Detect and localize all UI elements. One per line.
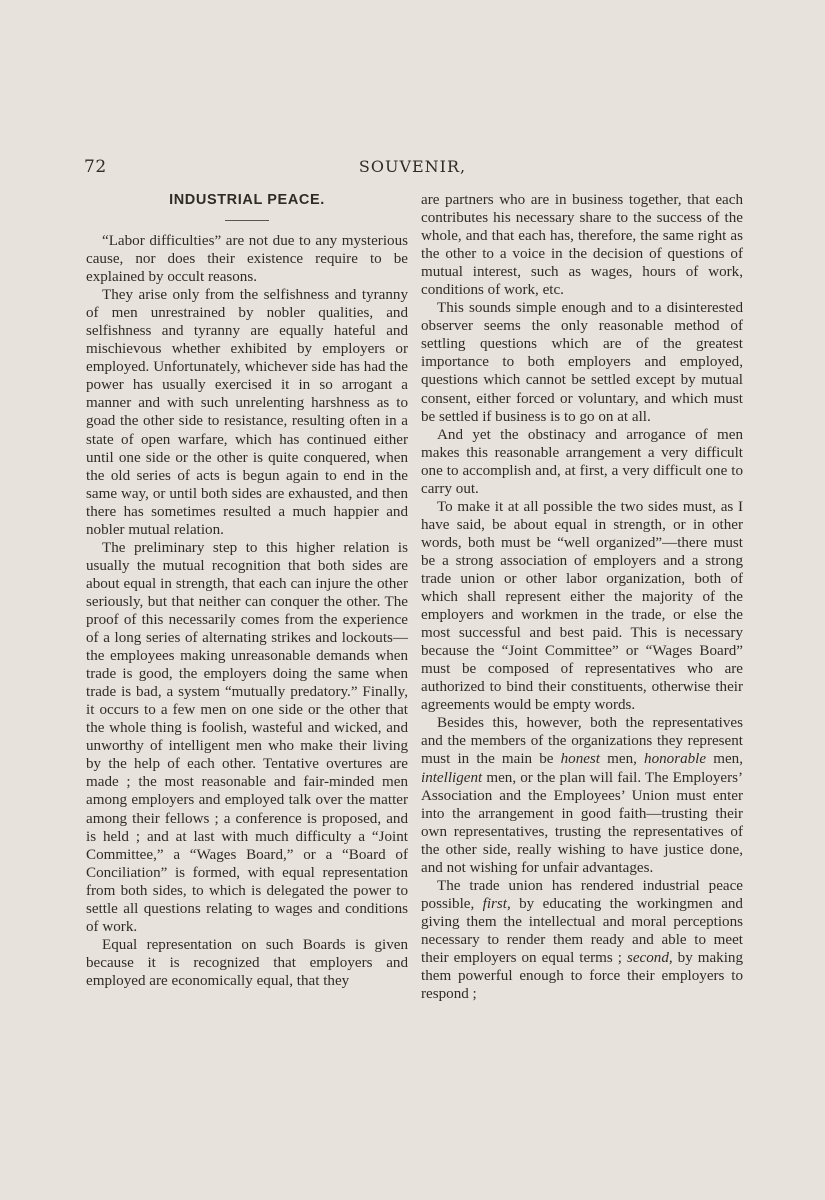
paragraph: [421, 877, 743, 1003]
text-run: Besides this, however, both the representatives and the members of the organizations they represent must in the main be: [421, 715, 743, 768]
title-divider: [225, 220, 269, 221]
paragraph: To make it at all possible the two sides must, as I have said, be about equal in strength, or in other words, both must be “well organized”—there must be a strong association of employers and a strong trade union or other labor organization, both of which shall represent either the majority of the employers and workmen in the trade, or else the most successful and best paid. This is necessary because the “Joint Committee” or “Wages Board” must be composed of representatives who are authorized to bind their constituents, otherwise their agreements would be empty words.: [421, 498, 743, 714]
text-run: men,: [706, 751, 743, 768]
right-column: [421, 191, 743, 1003]
italic-text: second,: [626, 949, 673, 966]
text-run: by making them powerful enough to force their employers to respond ;: [421, 949, 743, 1003]
text-run: by educating the workingmen and giving them the intellectual and moral perceptions necessary to render them ready and able to meet their employers on equal terms ;: [421, 895, 743, 966]
article-title: INDUSTRIAL PEACE.: [169, 192, 325, 208]
running-head: SOUVENIR,: [358, 157, 467, 176]
paragraph: And yet the obstinacy and arrogance of men makes this reasonable arrangement a very difficult one to accomplish and, at first, a very difficult one to carry out.: [421, 426, 743, 497]
paragraph: This sounds simple enough and to a disinterested observer seems the only reasonable method of settling questions which are of the greatest importance to both employers and employed, questions which cannot be settled except by mutual consent, either forced or voluntary, and which must be settled if business is to go on at all.: [421, 300, 743, 425]
paragraph: The preliminary step to this higher relation is usually the mutual recognition that both sides are about equal in strength, that each can injure the other seriously, but that neither can conquer the other. The proof of this necessarily comes from the experience of a long series of alternating strikes and lockouts—the employees making unreasonable demands when trade is good, the employers doing the same when trade is bad, a system “mutually predatory.” Finally, it occurs to a few men on one side or the other that the whole thing is foolish, wasteful and wicked, and unworthy of intelligent men who make their living by the help of each other. Tentative overtures are made ; the most reasonable and fair-minded men among employers and employed talk over the matter among their fellows ; a conference is proposed, and is held ; and at last with much difficulty a “Joint Committee,” a “Wages Board,” or a “Board of Conciliation” is formed, with equal representation from both sides, to which is delegated the power to settle all questions relating to wages and conditions of work.: [86, 539, 408, 935]
italic-text: honest: [560, 751, 601, 768]
text-run: The trade union has rendered industrial peace possible,: [421, 877, 743, 912]
paragraph-continuation: are partners who are in business together, that each contributes his necessary share to the success of the whole, and that each has, therefore, the same right as the other to a voice in the decision of questions of mutual interest, such as wages, hours of work, conditions of work, etc.: [421, 192, 743, 299]
paragraph: [421, 714, 743, 876]
page-number: 72: [84, 157, 107, 177]
left-column: [86, 191, 408, 990]
text-run: men,: [600, 751, 645, 768]
italic-text: first,: [482, 895, 511, 912]
paragraph: “Labor difficulties” are not due to any mysterious cause, nor does their existence require to be explained by occult reasons.: [86, 233, 408, 286]
italic-text: intelligent: [421, 769, 483, 786]
paragraph: Equal representation on such Boards is given because it is recognized that employers and employed are economically equal, that they: [86, 936, 408, 989]
italic-text: honorable: [644, 751, 707, 768]
paragraph: They arise only from the selfishness and tyranny of men unrestrained by nobler qualities, and selfishness and tyranny are equally hateful and mischievous whether exhibited by employers or employed. Unfortunately, whichever side has had the power has usually exercised it in so arrogant a manner and with such unrelenting harshness as to goad the other side to resistance, resulting often in a state of open warfare, which has continued either until one side or the other is quite conquered, when the old series of acts is begun again to end in the same way, or until both sides are exhausted, and then there has sometimes resulted a much happier and nobler mutual relation.: [86, 287, 408, 538]
text-run: men, or the plan will fail. The Employers’ Association and the Employees’ Union must enter into the arrangement in good faith—trusting their own representatives, trusting the representatives of the other side, really wishing to have justice done, and not wishing for unfair advantages.: [421, 769, 743, 876]
